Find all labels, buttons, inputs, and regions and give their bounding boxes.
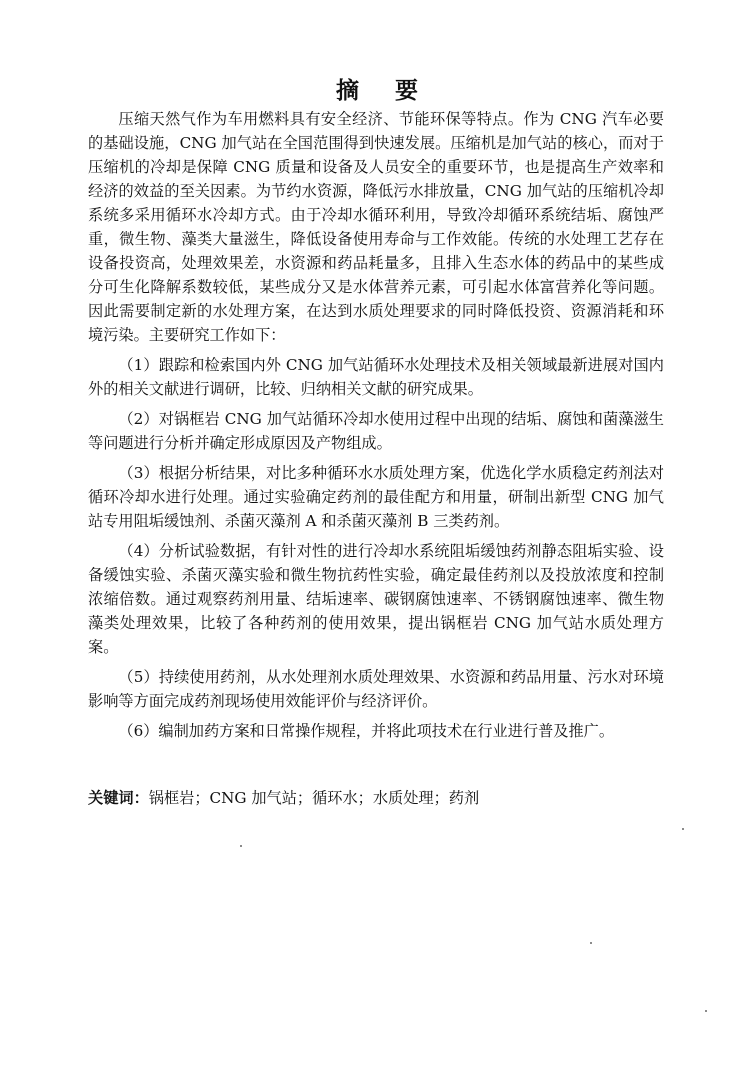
research-item-6: （6）编制加药方案和日常操作规程，并将此项技术在行业进行普及推广。 [118,722,615,740]
abstract-body [88,107,664,749]
research-item-4: （4）分析试验数据，有针对性的进行冷却水系统阻垢缓蚀药剂静态阻垢实验、设备缓蚀实验、杀菌灭藻实验和微生物抗药性实验，确定最佳药剂以及投放浓度和控制浓缩倍数。通过观察药剂用量、结垢速率、碳钢腐蚀速率、不锈钢腐蚀速率、微生物藻类处理效果，比较了各种药剂的使用效果，提出锅框岩 CNG 加气站水质处理方案。 [88,542,664,656]
scan-speck [590,942,592,944]
scan-speck [705,1010,707,1012]
abstract-intro-paragraph: 压缩天然气作为车用燃料具有安全经济、节能环保等特点。作为 CNG 汽车必要的基础设施，CNG 加气站在全国范围得到快速发展。压缩机是加气站的核心，而对于压缩机的冷却是保障 CNG 质量和设备及人员安全的重要环节，也是提高生产效率和经济的效益的至关因素。为节约水资源，降低污水排放量，CNG 加气站的压缩机冷却系统多采用循环水冷却方式。由于冷却水循环利用，导致冷却循环系统结垢、腐蚀严重，微生物、藻类大量滋生，降低设备使用寿命与工作效能。传统的水处理工艺存在设备投资高，处理效果差，水资源和药品耗量多，且排入生态水体的药品中的某些成分可生化降解系数较低，某些成分又是水体营养元素，可引起水体富营养化等问题。因此需要制定新的水处理方案，在达到水质处理要求的同时降低投资、资源消耗和环境污染。主要研究工作如下： [88,110,664,344]
page-title: 摘 要 [335,78,432,104]
research-item-5: （5）持续使用药剂，从水处理剂水质处理效果、水资源和药品用量、污水对环境影响等方面完成药剂现场使用效能评价与经济评价。 [88,668,664,710]
keywords-line [88,786,664,810]
scan-speck [682,828,684,830]
keywords-label: 关键词： [88,789,149,807]
scan-speck [240,845,242,847]
research-item-3: （3）根据分析结果，对比多种循环水水质处理方案，优选化学水质稳定药剂法对循环冷却水进行处理。通过实验确定药剂的最佳配方和用量，研制出新型 CNG 加气站专用阻垢缓蚀剂、杀菌灭藻剂 A 和杀菌灭藻剂 B 三类药剂。 [88,464,664,530]
keywords-text: 锅框岩；CNG 加气站；循环水；水质处理；药剂 [148,789,480,807]
research-item-2: （2）对锅框岩 CNG 加气站循环冷却水使用过程中出现的结垢、腐蚀和菌藻滋生等问题进行分析并确定形成原因及产物组成。 [88,410,664,452]
research-item-1: （1）跟踪和检索国内外 CNG 加气站循环水处理技术及相关领域最新进展对国内外的相关文献进行调研，比较、归纳相关文献的研究成果。 [88,356,664,398]
